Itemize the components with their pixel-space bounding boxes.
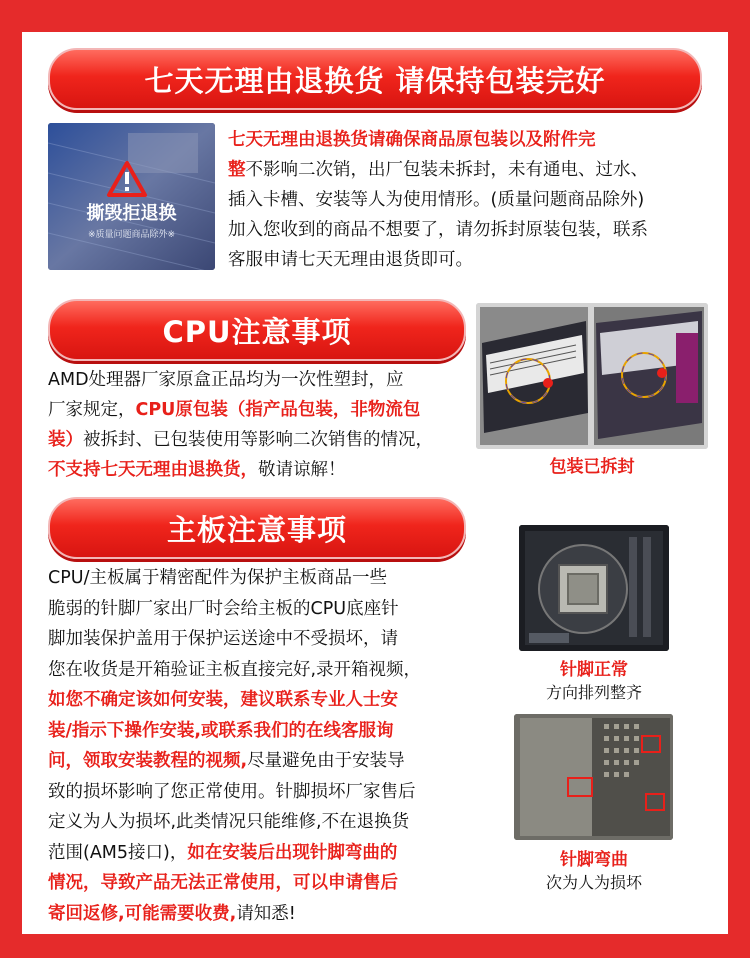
text-line	[48, 746, 498, 776]
text-line	[48, 624, 498, 654]
emphasis-text: 装/指示下操作安装,或联系我们的在线客服询	[48, 720, 394, 741]
section-board-title	[48, 497, 466, 559]
body-text: 不影响二次销，出厂包装未拆封，未有通电、过水、	[245, 160, 648, 180]
socket-bent-title: 针脚弯曲	[560, 850, 628, 870]
body-text: 范围(AM5接口)，	[48, 842, 188, 863]
socket-normal-image	[519, 525, 669, 651]
body-text: 您在收货是开箱验证主板直接完好,录开箱视频，	[48, 659, 422, 680]
socket-bent-caption	[494, 845, 694, 893]
emphasis-text: 如您不确定该如何安装，建议联系专业人士安	[48, 690, 398, 710]
body-text: 脆弱的针脚厂家出厂时会给主板的CPU底座针	[48, 598, 399, 619]
body-text: 插入卡槽、安装等人为使用情形。(质量问题商品除外)	[228, 190, 645, 210]
text-line	[48, 777, 498, 807]
emphasis-text: 装）	[48, 430, 83, 450]
section-board-title-text: 主板注意事项	[166, 512, 347, 547]
tear-warning-image	[48, 123, 215, 270]
emphasis-text: 问，领取安装教程的视频,	[48, 751, 248, 771]
emphasis-text: 寄回返修,可能需要收费,	[48, 903, 237, 924]
tear-warning-note: ※质量问题商品除外※	[87, 230, 176, 240]
text-line	[48, 365, 478, 395]
emphasis-text: 七天无理由退换货请确保商品原包装以及附件完	[228, 130, 596, 150]
cpu-box-opened-image	[476, 303, 708, 449]
text-line	[48, 685, 498, 715]
tear-warning-art	[48, 123, 215, 270]
text-line	[48, 716, 498, 746]
body-text: 敬请谅解！	[258, 460, 346, 480]
section-return-title-text: 七天无理由退换货 请保持包装完好	[144, 63, 606, 98]
text-line	[48, 655, 498, 685]
socket-bent-sub: 次为人为损坏	[545, 873, 642, 892]
text-line	[228, 155, 708, 185]
emphasis-text: CPU原包装（指产品包装，非物流包	[135, 400, 421, 420]
section-cpu-title-text: CPU注意事项	[162, 314, 352, 349]
text-line	[48, 395, 478, 425]
text-line	[48, 868, 498, 898]
socket-normal-art	[519, 525, 669, 651]
text-line	[48, 455, 478, 485]
body-text: 客服申请七天无理由退货即可。	[228, 250, 473, 270]
body-text: AMD处理器厂家原盒正品均为一次性塑封，应	[48, 370, 404, 390]
text-line	[48, 425, 478, 455]
socket-normal-caption	[494, 655, 694, 703]
body-text: 致的损坏影响了您正常使用。针脚损坏厂家售后	[48, 781, 416, 802]
body-text: 尽量避免由于安装导	[247, 751, 405, 771]
text-line	[48, 838, 498, 868]
body-text: 加入您收到的商品不想要了，请勿拆封原装包装，联系	[228, 220, 648, 240]
socket-normal-title: 针脚正常	[560, 660, 628, 680]
body-text: 脚加装保护盖用于保护运送途中不受损坏，请	[48, 629, 398, 649]
text-line	[48, 899, 498, 929]
body-text: CPU/主板属于精密配件为保护主板商品一些	[48, 568, 387, 588]
socket-bent-image	[514, 714, 673, 840]
cpu-image-caption: 包装已拆封	[549, 457, 635, 477]
text-line	[228, 125, 708, 155]
emphasis-text: 整	[228, 160, 246, 180]
emphasis-text: 如在安装后出现针脚弯曲的	[187, 842, 398, 863]
text-line	[228, 215, 708, 245]
body-text: 被拆封、已包装使用等影响二次销售的情况，	[83, 430, 433, 450]
text-line	[48, 807, 498, 837]
socket-bent-art	[514, 714, 673, 840]
text-line	[228, 245, 708, 275]
tear-warning-label: 撕毁拒退换	[86, 203, 177, 224]
body-text: 定义为人为损坏,此类情况只能维修,不在退换货	[48, 812, 410, 832]
section-cpu-title	[48, 299, 466, 361]
body-text: 请知悉!	[236, 903, 296, 924]
emphasis-text: 情况，导致产品无法正常使用，可以申请售后	[48, 873, 398, 893]
emphasis-text: 不支持七天无理由退换货，	[48, 460, 258, 480]
socket-normal-sub: 方向排列整齐	[545, 683, 642, 702]
text-line	[48, 563, 498, 593]
text-line	[228, 185, 708, 215]
body-text: 厂家规定，	[48, 400, 136, 420]
text-line	[48, 594, 498, 624]
cpu-box-photos	[476, 303, 708, 449]
section-return-title	[48, 48, 702, 110]
